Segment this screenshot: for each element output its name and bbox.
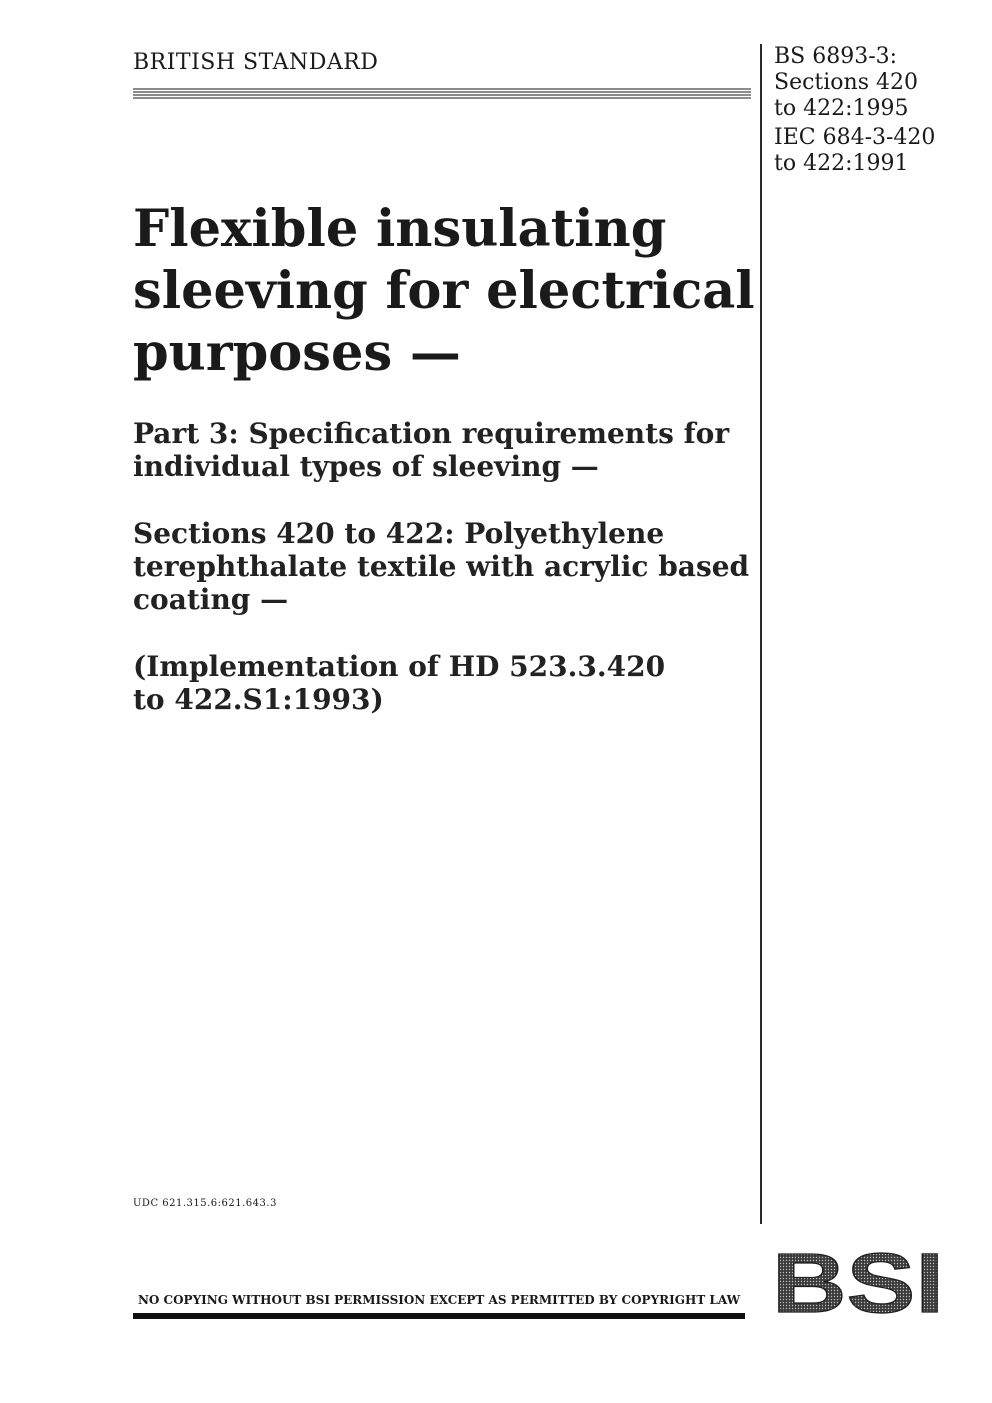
standard-id-line: to 422:1995: [774, 96, 909, 121]
standard-id-line: IEC 684-3-420: [774, 125, 936, 150]
standard-id-line: BS 6893-3:: [774, 44, 898, 69]
part-title-line: individual types of sleeving —: [133, 450, 599, 483]
title-line: Flexible insulating: [133, 199, 667, 259]
part-title-line: Part 3: Specification requirements for: [133, 417, 730, 450]
bsi-logo-icon: [770, 1244, 946, 1316]
standard-id-line: Sections 420: [774, 70, 918, 95]
standard-id-line: to 422:1991: [774, 151, 909, 176]
sections-title-line: terephthalate textile with acrylic based: [133, 550, 750, 583]
sections-title-line: Sections 420 to 422: Polyethylene: [133, 517, 665, 550]
sections-title-line: coating —: [133, 583, 289, 616]
implementation-line: to 422.S1:1993): [133, 683, 384, 716]
column-divider: [760, 44, 762, 1224]
document-title: [133, 198, 755, 384]
footer-rule: [133, 1313, 745, 1319]
header-rule: [133, 88, 751, 100]
copyright-notice: NO COPYING WITHOUT BSI PERMISSION EXCEPT AS PERMITTED BY COPYRIGHT LAW: [137, 1293, 741, 1307]
standard-identifiers: [774, 44, 935, 177]
title-line: purposes —: [133, 323, 461, 383]
part-title: [133, 417, 729, 483]
udc-code: UDC 621.315.6:621.643.3: [133, 1198, 277, 1209]
implementation-note: [133, 650, 665, 716]
document-series: BRITISH STANDARD: [133, 50, 379, 75]
implementation-line: (Implementation of HD 523.3.420: [133, 650, 666, 683]
title-line: sleeving for electrical: [133, 261, 755, 321]
sections-title: [133, 517, 749, 616]
svg-text:BSI: BSI: [772, 1244, 944, 1316]
